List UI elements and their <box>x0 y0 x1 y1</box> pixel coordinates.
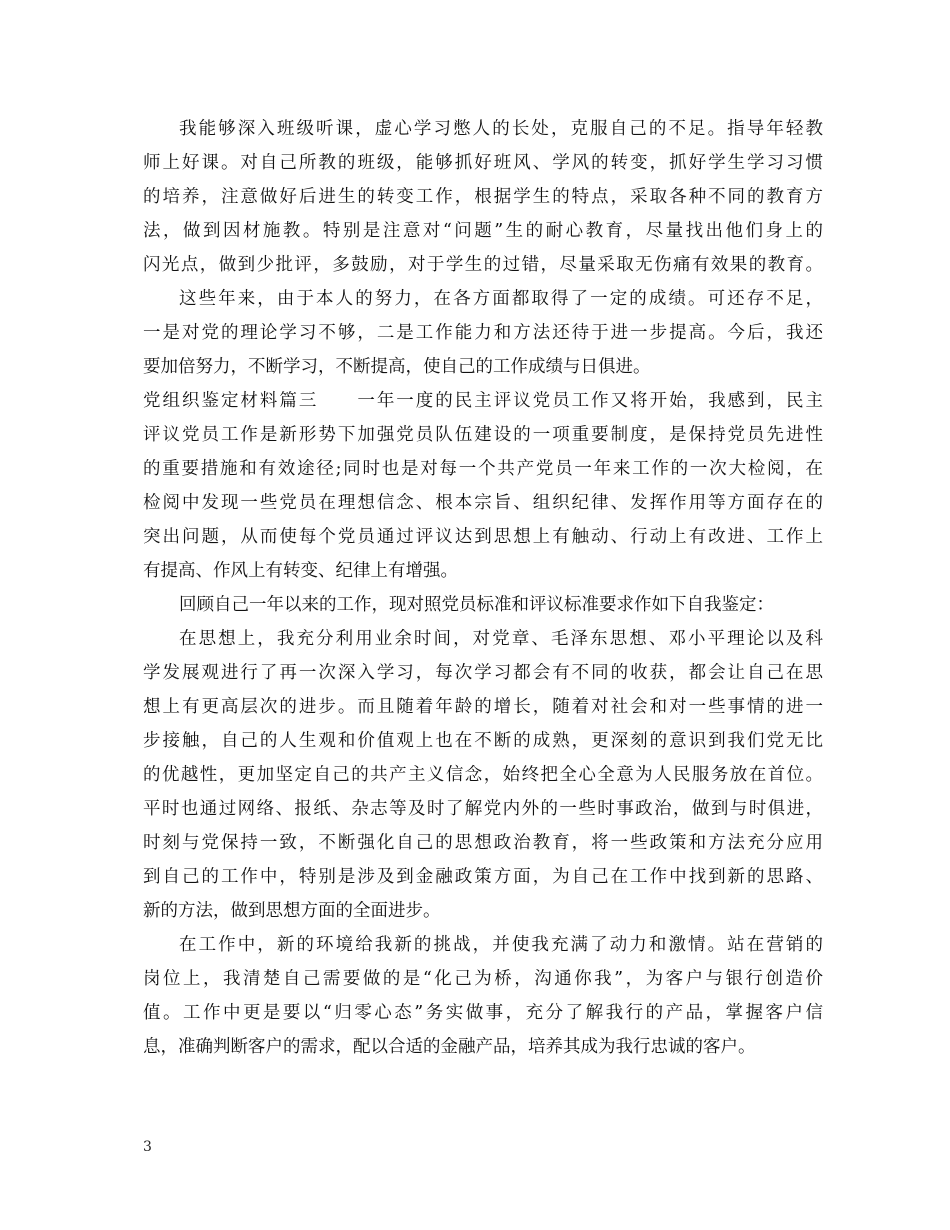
text-line: 想上有更高层次的进步。而且随着年龄的增长，随着对社会和对一些事情的进一 <box>143 697 823 717</box>
text-line: 息，准确判断客户的需求，配以合适的金融产品，培养其成为我行忠诚的客户。 <box>143 1037 756 1057</box>
text-line: 的优越性，更加坚定自己的共产主义信念，始终把全心全意为人民服务放在首位。 <box>143 765 823 785</box>
text-line: 学发展观进行了再一次深入学习，每次学习都会有不同的收获，都会让自己在思 <box>143 663 823 683</box>
text-line: 的重要措施和有效途径;同时也是对每一个共产党员一年来工作的一次大检阅，在 <box>143 459 823 479</box>
text-line: 步接触，自己的人生观和价值观上也在不断的成熟，更深刻的意识到我们党无比 <box>143 731 823 751</box>
text-line: 突出问题，从而使每个党员通过评议达到思想上有触动、行动上有改进、工作上 <box>143 527 823 547</box>
text-line: 平时也通过网络、报纸、杂志等及时了解党内外的一些时事政治，做到与时俱进， <box>143 799 823 819</box>
text-line: 值。工作中更是要以“归零心态”务实做事，充分了解我行的产品，掌握客户信 <box>143 1003 823 1023</box>
text-line: 有提高、作风上有转变、纪律上有增强。 <box>143 561 458 581</box>
text-line: 这些年来，由于本人的努力，在各方面都取得了一定的成绩。可还存不足， <box>179 289 823 309</box>
text-line: 闪光点，做到少批评，多鼓励，对于学生的过错，尽量采取无伤痛有效果的教育。 <box>143 255 823 275</box>
text-line: 要加倍努力，不断学习，不断提高，使自己的工作成绩与日俱进。 <box>143 357 651 377</box>
section-heading-line: 党组织鉴定材料篇三 一年一度的民主评议党员工作又将开始，我感到，民主 <box>143 391 823 411</box>
text-line: 岗位上，我清楚自己需要做的是“化己为桥，沟通你我”，为客户与银行创造价 <box>143 969 823 989</box>
text-line: 检阅中发现一些党员在理想信念、根本宗旨、组织纪律、发挥作用等方面存在的 <box>143 493 823 513</box>
text-line: 我能够深入班级听课，虚心学习憋人的长处，克服自己的不足。指导年轻教 <box>179 119 823 139</box>
document-body <box>143 112 823 1064</box>
text-line: 时刻与党保持一致，不断强化自己的思想政治教育，将一些政策和方法充分应用 <box>143 833 823 853</box>
text-line: 师上好课。对自己所教的班级，能够抓好班风、学风的转变，抓好学生学习习惯 <box>143 153 823 173</box>
text-line: 的培养，注意做好后进生的转变工作，根据学生的特点，采取各种不同的教育方 <box>143 187 823 207</box>
text-line: 一是对党的理论学习不够，二是工作能力和方法还待于进一步提高。今后，我还 <box>143 323 823 343</box>
page-number: 3 <box>143 1139 152 1155</box>
text-line: 新的方法，做到思想方面的全面进步。 <box>143 901 441 921</box>
text-line: 在工作中，新的环境给我新的挑战，并使我充满了动力和激情。站在营销的 <box>179 935 823 955</box>
text-line: 评议党员工作是新形势下加强党员队伍建设的一项重要制度，是保持党员先进性 <box>143 425 823 445</box>
text-line: 回顾自己一年以来的工作，现对照党员标准和评议标准要求作如下自我鉴定： <box>179 595 774 615</box>
text-line: 法，做到因材施教。特别是注意对“问题”生的耐心教育，尽量找出他们身上的 <box>143 221 823 241</box>
text-line: 到自己的工作中，特别是涉及到金融政策方面，为自己在工作中找到新的思路、 <box>143 867 823 887</box>
text-line: 在思想上，我充分利用业余时间，对党章、毛泽东思想、邓小平理论以及科 <box>179 629 823 649</box>
